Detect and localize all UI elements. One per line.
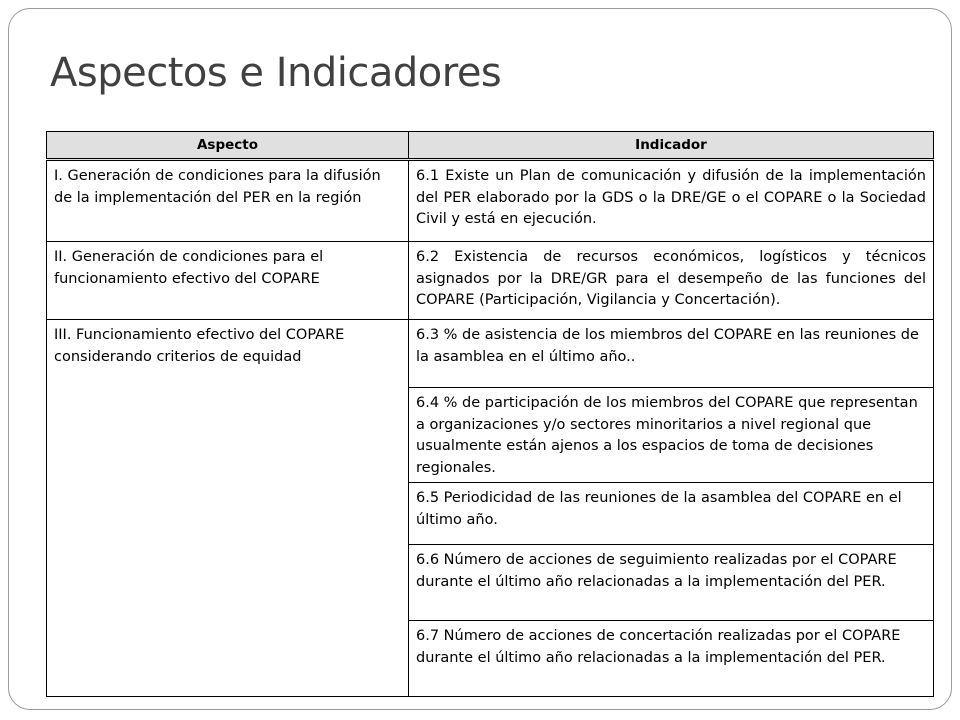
table-row [47, 242, 934, 320]
indicator-cell: 6.6 Número de acciones de seguimiento realizadas por el COPARE durante el último año relacionadas a la implementación del PER. [409, 545, 934, 621]
aspect-cell: III. Funcionamiento efectivo del COPARE considerando criterios de equidad [47, 320, 409, 697]
indicator-cell: 6.5 Periodicidad de las reuniones de la asamblea del COPARE en el último año. [409, 483, 934, 545]
table-row [47, 160, 934, 242]
header-indicador: Indicador [409, 132, 934, 160]
aspect-cell: I. Generación de condiciones para la difusión de la implementación del PER en la región [47, 160, 409, 242]
indicator-cell: 6.1 Existe un Plan de comunicación y difusión de la implementación del PER elaborado por la GDS o la DRE/GE o el COPARE o la Sociedad Civil y está en ejecución. [409, 160, 934, 242]
page-title: Aspectos e Indicadores [50, 50, 502, 96]
table-header-row [47, 132, 934, 160]
aspects-indicators-table [46, 131, 934, 697]
table-row [47, 320, 934, 388]
indicator-cell: 6.2 Existencia de recursos económicos, logísticos y técnicos asignados por la DRE/GR para el desempeño de las funciones del COPARE (Participación, Vigilancia y Concertación). [409, 242, 934, 320]
header-aspecto: Aspecto [47, 132, 409, 160]
indicator-cell: 6.4 % de participación de los miembros del COPARE que representan a organizaciones y/o sectores minoritarios a nivel regional que usualmente están ajenos a los espacios de toma de decisiones regionales. [409, 388, 934, 483]
indicator-cell: 6.3 % de asistencia de los miembros del COPARE en las reuniones de la asamblea en el último año.. [409, 320, 934, 388]
aspect-cell: II. Generación de condiciones para el funcionamiento efectivo del COPARE [47, 242, 409, 320]
indicator-cell: 6.7 Número de acciones de concertación realizadas por el COPARE durante el último año relacionadas a la implementación del PER. [409, 621, 934, 697]
